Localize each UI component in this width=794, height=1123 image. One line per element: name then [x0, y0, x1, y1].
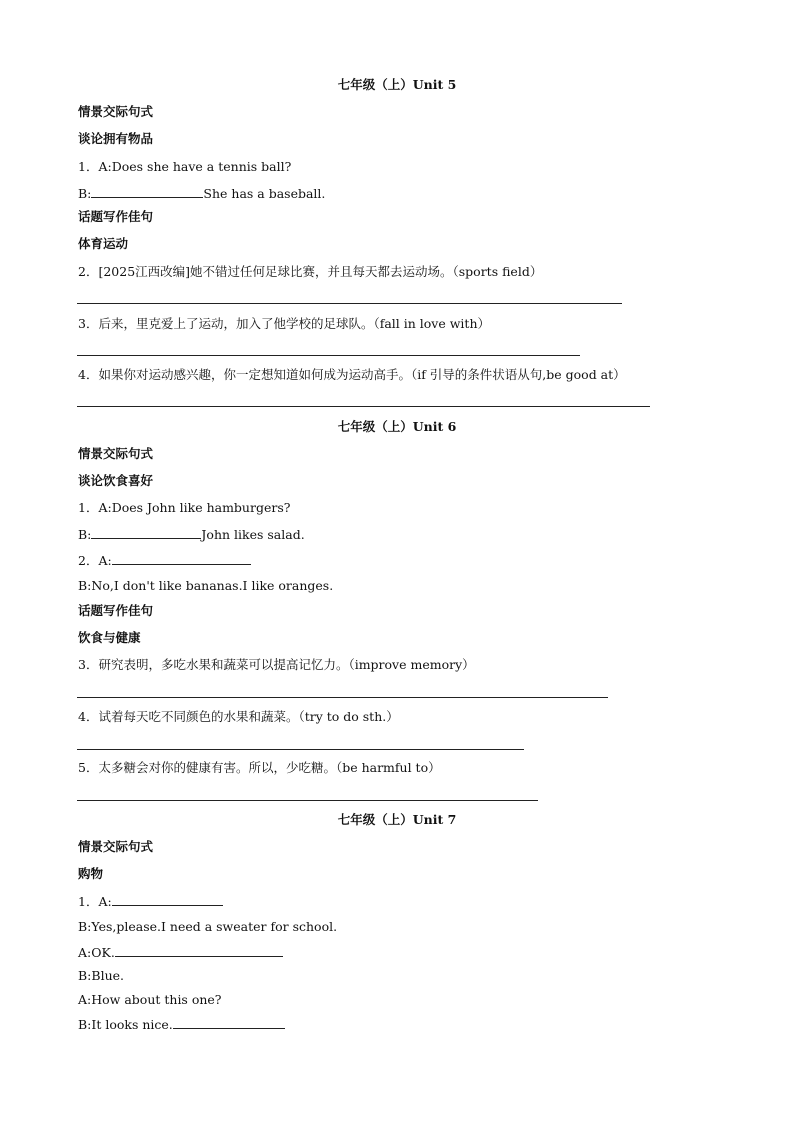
unit6-q2a-blank[interactable]: [112, 552, 251, 565]
unit6-q5-answer-line[interactable]: [77, 800, 538, 801]
unit5-q2-answer-line[interactable]: [77, 303, 622, 304]
unit7-l4: B:Blue.: [78, 968, 125, 983]
unit6-topic2: 饮食与健康: [78, 630, 141, 645]
unit7-topic1: 购物: [78, 866, 104, 881]
unit7-l6-prefix: B:It looks nice.: [78, 1017, 173, 1032]
unit7-dialogue-heading: 情景交际句式: [78, 839, 154, 854]
unit7-q1a: [78, 893, 223, 910]
unit6-q1b-prefix: B:: [78, 527, 92, 542]
unit6-q2b: B:No,I don't like bananas.I like oranges.: [78, 578, 334, 593]
unit6-writing-heading: 话题写作佳句: [78, 603, 154, 618]
unit6-q4-answer-line[interactable]: [77, 749, 524, 750]
unit7-l6-blank[interactable]: [173, 1016, 285, 1029]
unit7-l3: [78, 944, 283, 961]
unit7-l3-prefix: A:OK.: [78, 945, 115, 960]
unit5-q2: 2．[2025江西改编]她不错过任何足球比赛，并且每天都去运动场。（sports field）: [78, 264, 543, 279]
unit6-q1b-suffix: John likes salad.: [201, 527, 305, 542]
unit5-q1a: 1．A:Does she have a tennis ball?: [78, 159, 292, 174]
unit6-q2a: [78, 552, 251, 569]
unit5-q1b-suffix: She has a baseball.: [203, 186, 326, 201]
unit6-dialogue-heading: 情景交际句式: [78, 446, 154, 461]
unit7-title: 七年级（上）Unit 7: [337, 812, 457, 827]
unit5-title: 七年级（上）Unit 5: [337, 77, 457, 92]
unit5-q1b-blank[interactable]: [91, 185, 203, 198]
unit5-q4: 4．如果你对运动感兴趣，你一定想知道如何成为运动高手。（if 引导的条件状语从句,be good at）: [78, 367, 626, 382]
unit6-q3: 3．研究表明，多吃水果和蔬菜可以提高记忆力。（improve memory）: [78, 657, 475, 672]
unit6-q1a: 1．A:Does John like hamburgers?: [78, 500, 291, 515]
unit6-q3-answer-line[interactable]: [77, 697, 608, 698]
unit7-l6: [78, 1016, 285, 1033]
unit5-dialogue-heading: 情景交际句式: [78, 104, 154, 119]
unit6-q2a-prefix: 2．A:: [78, 553, 112, 568]
unit6-title: 七年级（上）Unit 6: [337, 419, 457, 434]
unit6-q1b: [78, 526, 305, 543]
unit7-l5: A:How about this one?: [78, 992, 222, 1007]
unit5-q3: 3．后来，里克爱上了运动，加入了他学校的足球队。（fall in love with）: [78, 316, 491, 331]
unit7-l3-blank[interactable]: [115, 944, 283, 957]
unit6-q5: 5．太多糖会对你的健康有害。所以，少吃糖。（be harmful to）: [78, 760, 441, 775]
unit6-q4: 4．试着每天吃不同颜色的水果和蔬菜。（try to do sth.）: [78, 709, 399, 724]
unit5-writing-heading: 话题写作佳句: [78, 209, 154, 224]
unit5-q4-answer-line[interactable]: [77, 406, 650, 407]
unit5-topic2: 体育运动: [78, 236, 129, 251]
unit7-q1a-prefix: 1．A:: [78, 894, 112, 909]
unit5-q3-answer-line[interactable]: [77, 355, 580, 356]
unit5-q1b-prefix: B:: [78, 186, 92, 201]
unit5-q1b: [78, 185, 325, 202]
unit7-l2: B:Yes,please.I need a sweater for school.: [78, 919, 338, 934]
unit6-topic1: 谈论饮食喜好: [78, 473, 154, 488]
unit7-q1a-blank[interactable]: [112, 893, 223, 906]
unit5-topic1: 谈论拥有物品: [78, 131, 154, 146]
unit6-q1b-blank[interactable]: [91, 526, 201, 539]
